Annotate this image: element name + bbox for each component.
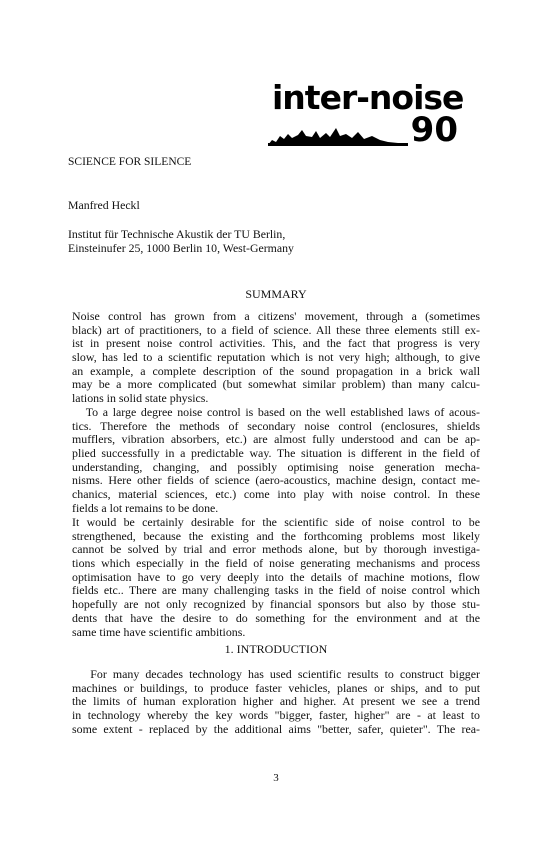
text-line: It would be certainly desirable for the scientific side of noise control to be xyxy=(72,516,480,529)
text-line: nisms. Here other fields of science (aero-acoustics, machine design, contact me- xyxy=(72,474,480,488)
text-line: mufflers, vibration absorbers, etc.) are almost fully understood and can be ap- xyxy=(72,433,480,447)
summary-paragraph-2 xyxy=(72,406,480,516)
text-line: some extent - replaced by the additional aims "better, safer, quieter". The rea- xyxy=(72,722,480,736)
text-line: an example, a complete description of the sound propagation in a brick wall xyxy=(72,364,480,378)
text-line: black) art of practitioners, to a field of science. All these three elements still ex- xyxy=(72,323,480,337)
text-line: dents that have the desire to do something for the environment and at the xyxy=(72,611,480,625)
skyline-icon xyxy=(268,124,408,146)
text-line: may be a more complicated (but somewhat similar problem) than many calcu- xyxy=(72,378,480,392)
introduction-heading: 1. INTRODUCTION xyxy=(224,642,328,656)
text-line: Noise control has grown from a citizens' movement, through a (sometimes xyxy=(72,310,480,323)
paper-title: SCIENCE FOR SILENCE xyxy=(68,156,192,168)
text-line: lations in solid state physics. xyxy=(72,392,209,406)
logo-year: 90 xyxy=(410,110,458,150)
text-line: fields a lot remains to be done. xyxy=(72,501,219,515)
text-line: fields etc.. There are many challenging tasks in the field of noise control which xyxy=(72,584,480,598)
text-line: slow, has led to a scientific reputation which is not very high; although, to give xyxy=(72,351,480,365)
author-name: Manfred Heckl xyxy=(68,198,140,212)
text-line: understanding, changing, and possibly optimising noise generation mecha- xyxy=(72,460,480,474)
affiliation-line: Einsteinufer 25, 1000 Berlin 10, West-Germany xyxy=(68,241,294,255)
page-number: 3 xyxy=(273,772,279,784)
text-line: plied successfully in a predictable way. The situation is different in the field of xyxy=(72,447,480,461)
text-line: tions which especially in the field of noise generating mechanisms and process xyxy=(72,557,480,571)
summary-paragraph-1 xyxy=(72,310,480,406)
logo-brand: inter-noise xyxy=(272,78,464,117)
text-line: in technology whereby the key words "bigger, faster, higher" are - at least to xyxy=(72,709,480,723)
text-line: cannot be solved by trial and error methods alone, but by thorough investiga- xyxy=(72,543,480,557)
summary-paragraph-3 xyxy=(72,516,480,639)
text-line: hopefully are not only recognized by financial sponsors but also by those stu- xyxy=(72,598,480,612)
conference-logo xyxy=(266,78,464,150)
summary-heading: SUMMARY xyxy=(245,287,307,301)
text-line: machines or buildings, to produce faster vehicles, planes or ships, and to put xyxy=(72,681,480,695)
text-line: ist in present noise control activities. This, and the fact that progress is very xyxy=(72,337,480,351)
introduction-paragraph xyxy=(72,668,480,736)
text-line: For many decades technology has used scientific results to construct bigger xyxy=(72,668,480,681)
text-line: To a large degree noise control is based on the well established laws of acous- xyxy=(72,406,480,419)
affiliation-line: Institut für Technische Akustik der TU Berlin, xyxy=(68,227,286,241)
text-line: same time have scientific ambitions. xyxy=(72,625,246,639)
text-line: tics. Therefore the methods of secondary noise control (enclosures, shields xyxy=(72,419,480,433)
text-line: optimisation have to go very deeply into the details of machine motions, flow xyxy=(72,570,480,584)
text-line: strengthened, because the existing and the forthcoming problems most likely xyxy=(72,529,480,543)
text-line: chanics, material sciences, etc.) come into play with noise control. In these xyxy=(72,488,480,502)
text-line: the limits of human exploration higher and higher. At present we see a trend xyxy=(72,695,480,709)
